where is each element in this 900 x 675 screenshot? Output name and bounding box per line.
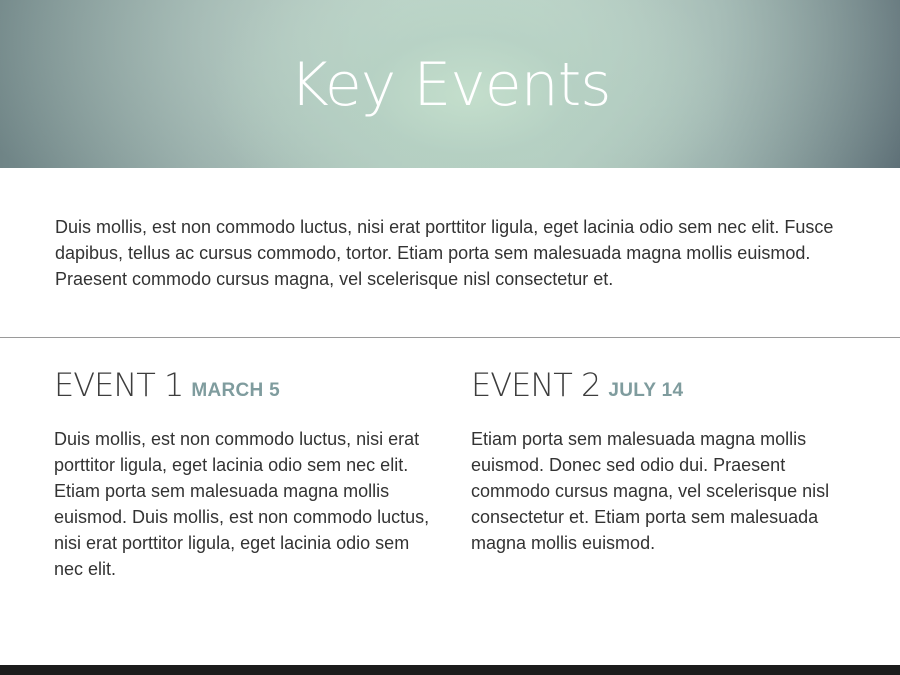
footer-bar: [0, 665, 900, 675]
event-title: EVENT 2: [471, 366, 601, 404]
event-description: Duis mollis, est non commodo luctus, nisi erat porttitor ligula, eget lacinia odio sem nec elit. Etiam porta sem malesuada magna mollis euismod. Duis mollis, est non commodo luctus, nisi erat porttitor ligula, eget lacinia odio sem nec elit.: [54, 429, 430, 579]
event-title: EVENT 1: [54, 366, 184, 404]
event-heading: [54, 366, 434, 406]
event-description: Etiam porta sem malesuada magna mollis euismod. Donec sed odio dui. Praesent commodo cursus magna, vel scelerisque nisl consectetur et. Etiam porta sem malesuada magna mollis euismod.: [471, 429, 830, 553]
event-2: [471, 366, 851, 556]
hero-banner: [0, 0, 900, 168]
event-1: [54, 366, 434, 582]
event-date: JULY 14: [608, 380, 684, 401]
section-divider: [0, 337, 900, 338]
event-heading: [471, 366, 851, 406]
event-date: MARCH 5: [191, 380, 281, 401]
page-title: Key Events: [289, 50, 611, 120]
intro-paragraph: Duis mollis, est non commodo luctus, nisi erat porttitor ligula, eget lacinia odio sem nec elit. Fusce dapibus, tellus ac cursus commodo, tortor. Etiam porta sem malesuada magna mollis euismod. Praesent commodo cursus magna, vel scelerisque nisl consectetur et.: [55, 217, 834, 289]
